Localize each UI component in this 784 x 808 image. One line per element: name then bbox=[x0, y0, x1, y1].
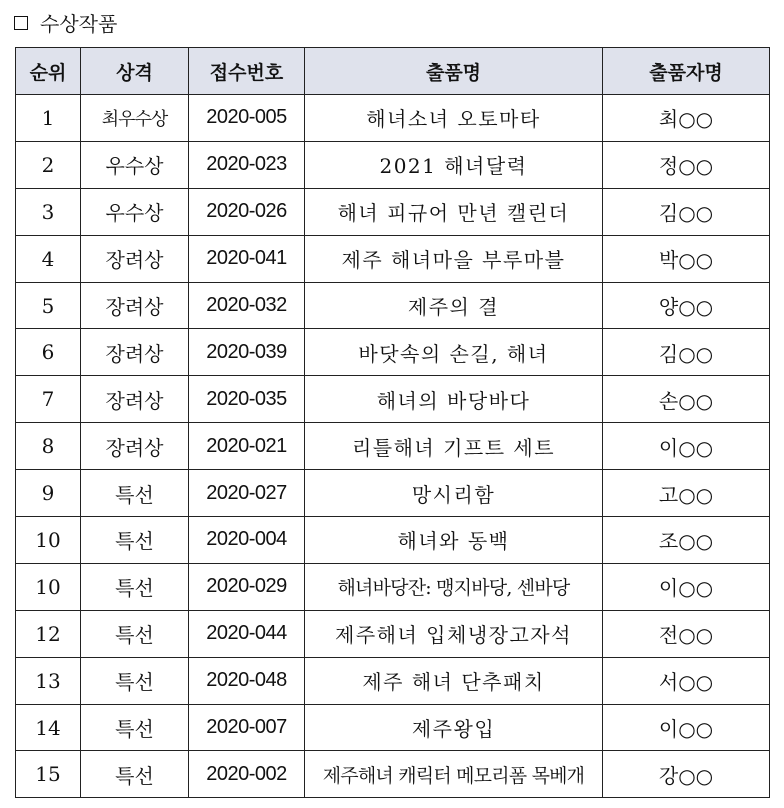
regno-cell: 2020-035 bbox=[189, 376, 305, 423]
award-cell: 장려상 bbox=[81, 423, 189, 470]
table-row bbox=[16, 657, 770, 704]
table-row bbox=[16, 517, 770, 564]
maker-cell: 손○○ bbox=[603, 376, 770, 423]
work-cell: 2021 해녀달력 bbox=[305, 141, 603, 188]
col-header-regno: 접수번호 bbox=[189, 48, 305, 95]
award-cell: 최우수상 bbox=[81, 95, 189, 142]
table-row bbox=[16, 470, 770, 517]
maker-cell: 이○○ bbox=[603, 423, 770, 470]
regno-cell: 2020-048 bbox=[189, 657, 305, 704]
rank-cell: 3 bbox=[16, 188, 81, 235]
rank-cell: 10 bbox=[16, 517, 81, 564]
rank-cell: 2 bbox=[16, 141, 81, 188]
table-row bbox=[16, 704, 770, 751]
table-row bbox=[16, 282, 770, 329]
section-heading bbox=[14, 8, 117, 36]
maker-cell: 최○○ bbox=[603, 95, 770, 142]
award-cell: 특선 bbox=[81, 610, 189, 657]
maker-cell: 박○○ bbox=[603, 235, 770, 282]
regno-cell: 2020-004 bbox=[189, 517, 305, 564]
maker-cell: 서○○ bbox=[603, 657, 770, 704]
regno-cell: 2020-044 bbox=[189, 610, 305, 657]
work-cell: 리틀해녀 기프트 세트 bbox=[305, 423, 603, 470]
col-header-rank: 순위 bbox=[16, 48, 81, 95]
regno-cell: 2020-021 bbox=[189, 423, 305, 470]
work-cell: 망시리함 bbox=[305, 470, 603, 517]
table-row bbox=[16, 188, 770, 235]
section-heading-text: 수상작품 bbox=[40, 11, 118, 36]
maker-cell: 이○○ bbox=[603, 563, 770, 610]
award-cell: 특선 bbox=[81, 751, 189, 798]
award-cell: 장려상 bbox=[81, 235, 189, 282]
regno-cell: 2020-023 bbox=[189, 141, 305, 188]
table-row bbox=[16, 610, 770, 657]
table-body bbox=[16, 95, 770, 798]
work-cell: 제주해녀 입체냉장고자석 bbox=[305, 610, 603, 657]
award-cell: 특선 bbox=[81, 470, 189, 517]
col-header-award: 상격 bbox=[81, 48, 189, 95]
rank-cell: 4 bbox=[16, 235, 81, 282]
rank-cell: 12 bbox=[16, 610, 81, 657]
rank-cell: 7 bbox=[16, 376, 81, 423]
maker-cell: 고○○ bbox=[603, 470, 770, 517]
maker-cell: 전○○ bbox=[603, 610, 770, 657]
award-cell: 특선 bbox=[81, 657, 189, 704]
maker-cell: 이○○ bbox=[603, 704, 770, 751]
rank-cell: 6 bbox=[16, 329, 81, 376]
award-cell: 우수상 bbox=[81, 141, 189, 188]
rank-cell: 14 bbox=[16, 704, 81, 751]
regno-cell: 2020-002 bbox=[189, 751, 305, 798]
work-cell: 제주 해녀 단추패치 bbox=[305, 657, 603, 704]
col-header-work: 출품명 bbox=[305, 48, 603, 95]
rank-cell: 5 bbox=[16, 282, 81, 329]
work-cell: 제주왕입 bbox=[305, 704, 603, 751]
award-cell: 장려상 bbox=[81, 376, 189, 423]
work-cell: 제주의 결 bbox=[305, 282, 603, 329]
work-cell: 해녀의 바당바다 bbox=[305, 376, 603, 423]
award-cell: 특선 bbox=[81, 517, 189, 564]
regno-cell: 2020-007 bbox=[189, 704, 305, 751]
table-row bbox=[16, 423, 770, 470]
rank-cell: 9 bbox=[16, 470, 81, 517]
work-cell: 해녀와 동백 bbox=[305, 517, 603, 564]
table-row bbox=[16, 563, 770, 610]
table-row bbox=[16, 751, 770, 798]
regno-cell: 2020-026 bbox=[189, 188, 305, 235]
maker-cell: 정○○ bbox=[603, 141, 770, 188]
work-cell: 해녀 피규어 만년 캘린더 bbox=[305, 188, 603, 235]
award-cell: 우수상 bbox=[81, 188, 189, 235]
work-cell: 바닷속의 손길, 해녀 bbox=[305, 329, 603, 376]
maker-cell: 강○○ bbox=[603, 751, 770, 798]
regno-cell: 2020-005 bbox=[189, 95, 305, 142]
rank-cell: 15 bbox=[16, 751, 81, 798]
maker-cell: 김○○ bbox=[603, 188, 770, 235]
awards-table bbox=[15, 47, 770, 798]
maker-cell: 김○○ bbox=[603, 329, 770, 376]
award-cell: 장려상 bbox=[81, 329, 189, 376]
regno-cell: 2020-027 bbox=[189, 470, 305, 517]
rank-cell: 10 bbox=[16, 563, 81, 610]
regno-cell: 2020-032 bbox=[189, 282, 305, 329]
work-cell: 해녀바당잔: 맹지바당, 센바당 bbox=[305, 563, 603, 610]
table-row bbox=[16, 329, 770, 376]
rank-cell: 13 bbox=[16, 657, 81, 704]
table-row bbox=[16, 141, 770, 188]
maker-cell: 양○○ bbox=[603, 282, 770, 329]
regno-cell: 2020-039 bbox=[189, 329, 305, 376]
table-row bbox=[16, 95, 770, 142]
maker-cell: 조○○ bbox=[603, 517, 770, 564]
regno-cell: 2020-029 bbox=[189, 563, 305, 610]
table-header-row bbox=[16, 48, 770, 95]
award-cell: 특선 bbox=[81, 704, 189, 751]
rank-cell: 8 bbox=[16, 423, 81, 470]
col-header-maker: 출품자명 bbox=[603, 48, 770, 95]
work-cell: 제주해녀 캐릭터 메모리폼 목베개 bbox=[305, 751, 603, 798]
table-row bbox=[16, 376, 770, 423]
checkbox-square-icon bbox=[14, 16, 28, 30]
work-cell: 해녀소녀 오토마타 bbox=[305, 95, 603, 142]
award-cell: 장려상 bbox=[81, 282, 189, 329]
rank-cell: 1 bbox=[16, 95, 81, 142]
award-cell: 특선 bbox=[81, 563, 189, 610]
regno-cell: 2020-041 bbox=[189, 235, 305, 282]
work-cell: 제주 해녀마을 부루마블 bbox=[305, 235, 603, 282]
table-row bbox=[16, 235, 770, 282]
